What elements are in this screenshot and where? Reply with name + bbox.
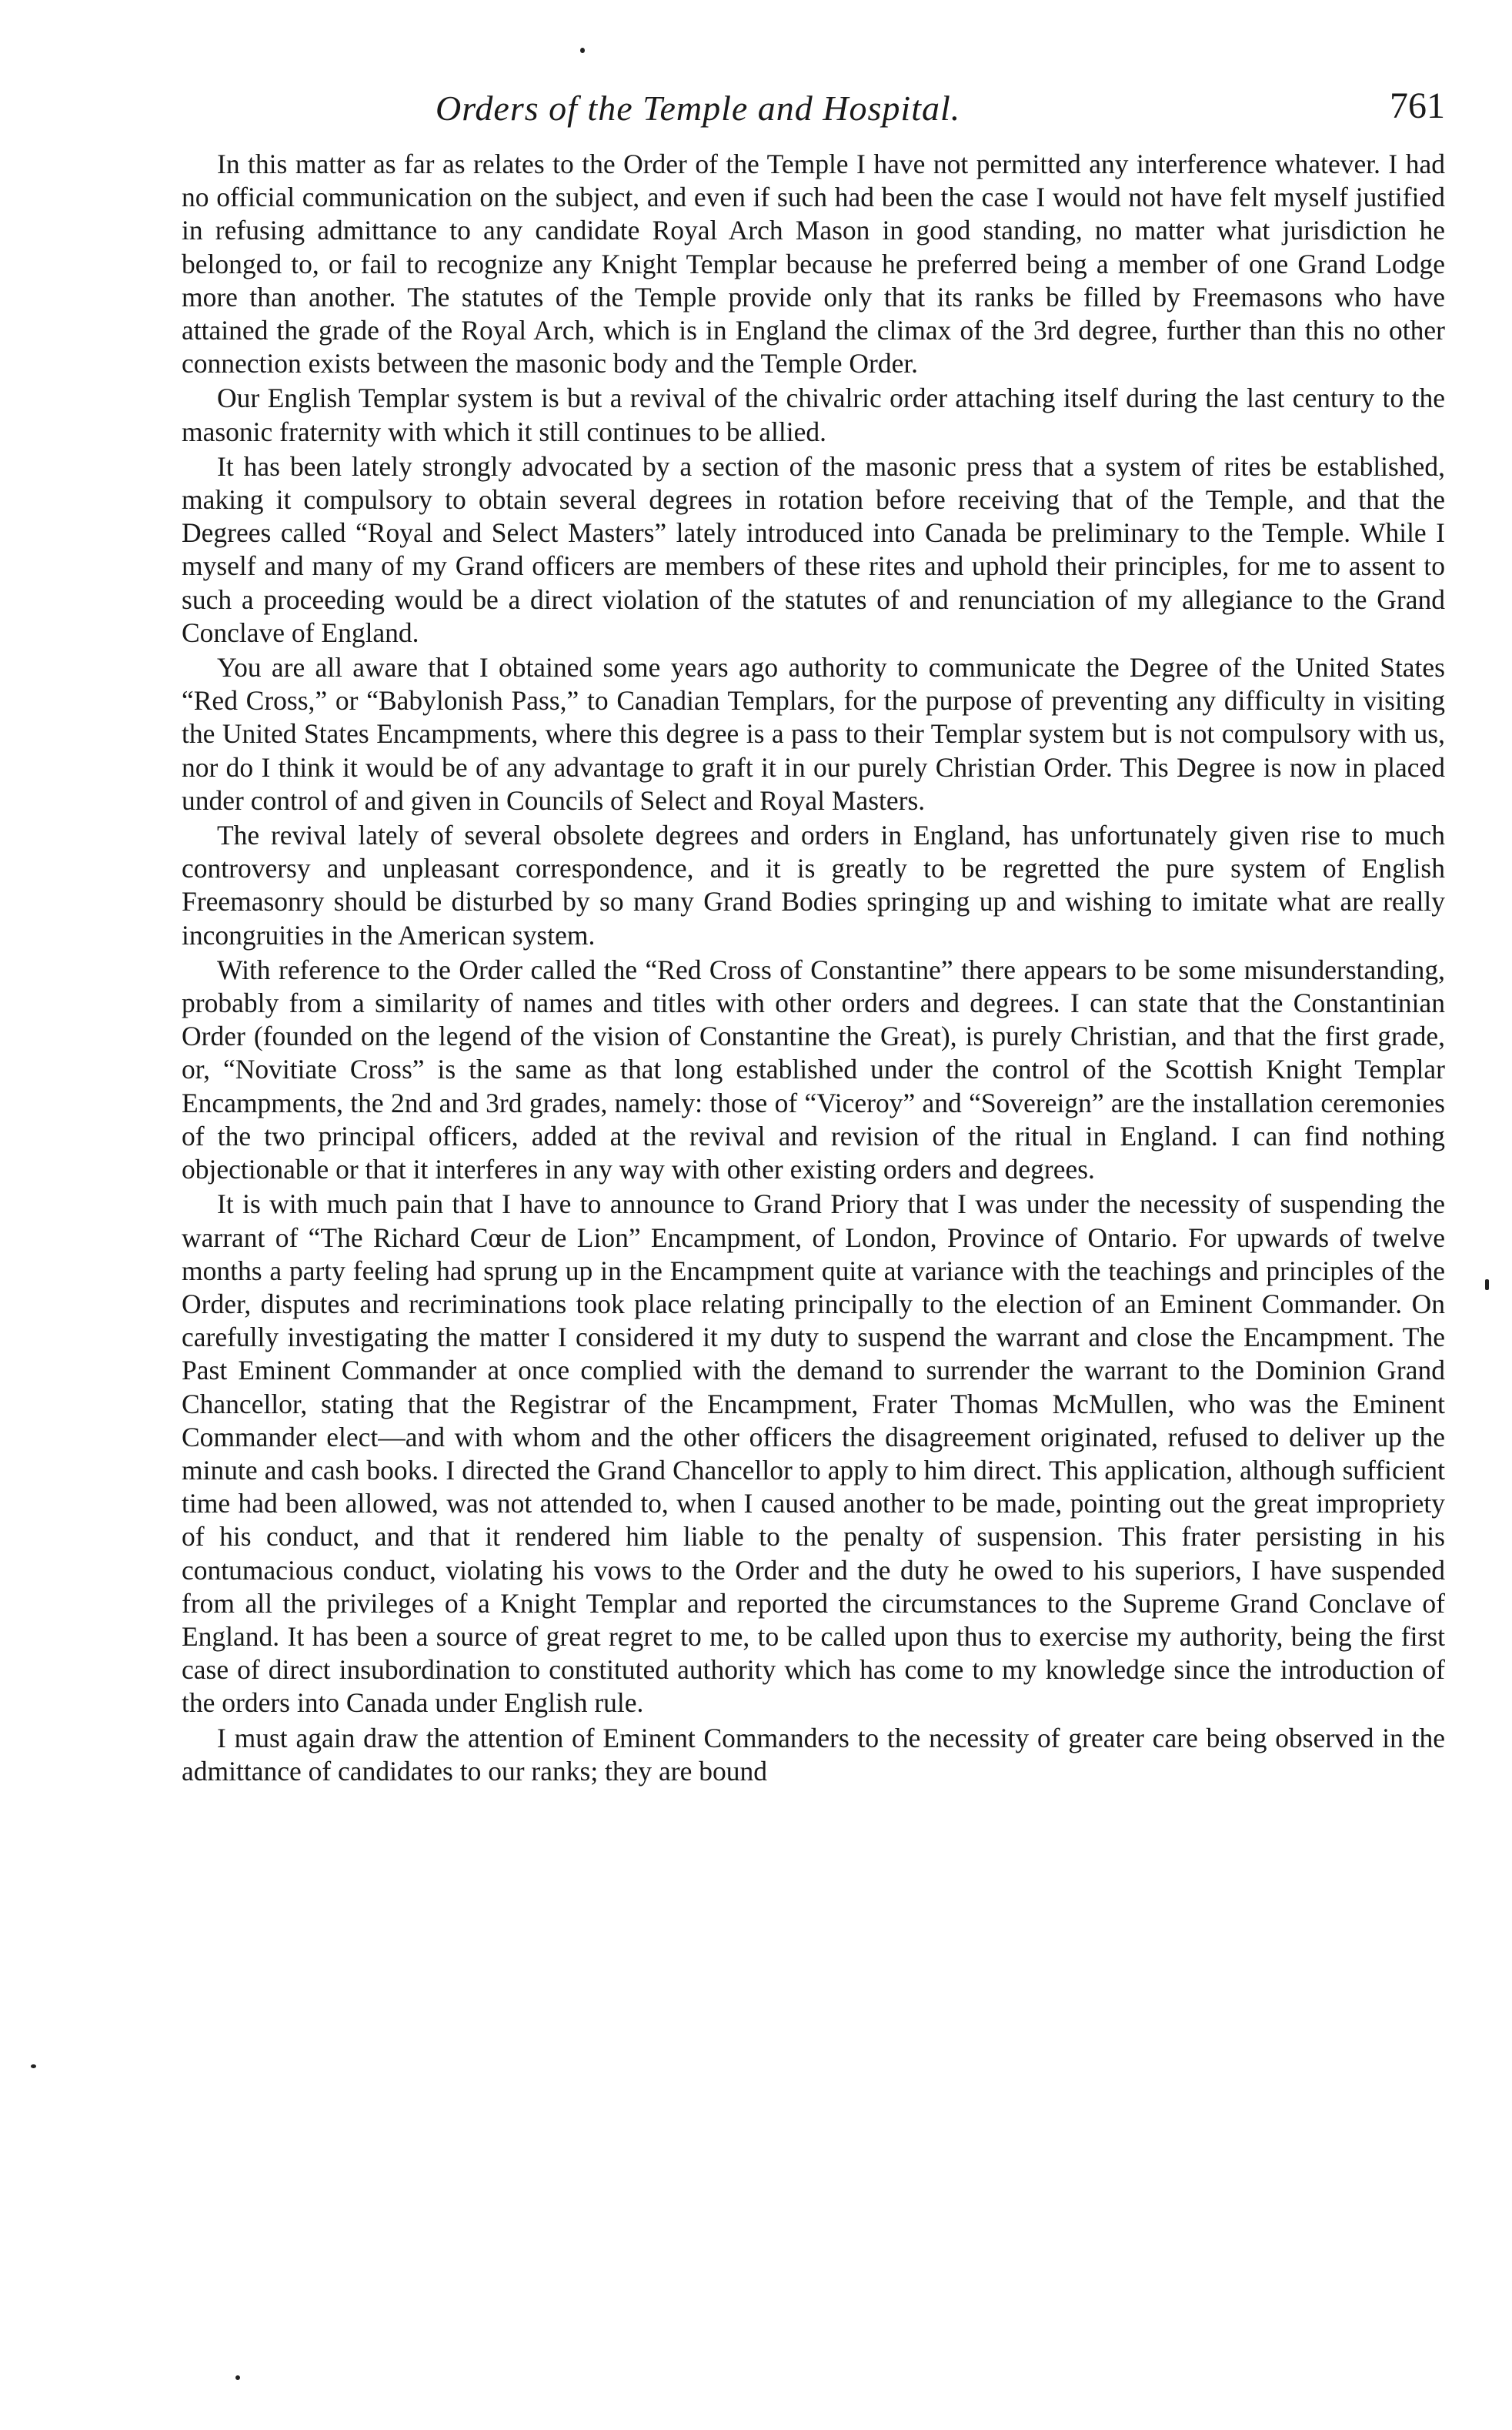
running-title: Orders of the Temple and Hospital. [436,89,961,128]
page-number: 761 [1390,85,1445,126]
paragraph-candidate-care: I must again draw the attention of Eminent Commanders to the necessity of greater care being observed in the admittance of candidates to our ranks; they are bound [182,1722,1445,1787]
paragraph-system-of-rites: It has been lately strongly advocated by a section of the masonic press that a system of rites be established, making it compulsory to obtain several degrees in rotation before receiving that of the Temple, and that the Degrees called “Royal and Select Masters” lately introduced into Canada be preliminary to the Temple. While I myself and many of my Grand officers are members of these rites and uphold their principles, for me to assent to such a proceeding would be a direct violation of the statutes of and renunciation of my allegiance to the Grand Conclave of England. [182,450,1445,648]
paragraph-english-system: Our English Templar system is but a revival of the chivalric order attaching itself during the last century to the masonic fraternity with which it still continues to be allied. [182,383,1445,447]
body-text [182,148,1445,1788]
paragraph-constantine-order: With reference to the Order called the “Red Cross of Constantine” there appears to be some misunderstanding, probably from a similarity of names and titles with other orders and degrees. I can state that the Constantinian Order (founded on the legend of the vision of Constantine the Great), is purely Christian, and that the first grade, or, “Novitiate Cross” is the same as that long established under the control of the Scottish Knight Templar Encampments, the 2nd and 3rd grades, namely: those of “Viceroy” and “Sovereign” are the installation ceremonies of the two principal officers, added at the revival and revision of the ritual in England. I can find nothing objectionable or that it interferes in any way with other existing orders and degrees. [182,954,1445,1185]
ink-speck-right [1485,1279,1489,1290]
paragraph-templar-admittance: In this matter as far as relates to the Order of the Temple I have not permitted any interference whatever. I had no official communication on the subject, and even if such had been the case I would not have felt myself justified in refusing admittance to any candidate Royal Arch Mason in good standing, no matter what jurisdiction he belonged to, or fail to recognize any Knight Templar because he preferred being a member of one Grand Lodge more than another. The statutes of the Temple provide only that its ranks be filled by Freemasons who have attained the grade of the Royal Arch, which is in England the climax of the 3rd degree, further than this no other connection exists between the masonic body and the Temple Order. [182,149,1445,379]
book-page [182,74,1445,1788]
paragraph-obsolete-degrees: The revival lately of several obsolete degrees and orders in England, has unfortunately given rise to much controversy and unpleasant correspondence, and it is greatly to be regretted the pure system of English Freemasonry should be disturbed by so many Grand Bodies springing up and wishing to imitate what are really incongruities in the American system. [182,820,1445,951]
ink-speck-left [31,2064,36,2068]
paragraph-red-cross-degree: You are all aware that I obtained some years ago authority to communicate the Degree of the United States “Red Cross,” or “Babylonish Pass,” to Canadian Templars, for the purpose of preventing any difficulty in visiting the United States Encampments, where this degree is a pass to their Templar system but is not compulsory with us, nor do I think it would be of any advantage to graft it in our purely Christian Order. This Degree is now in placed under control of and given in Councils of Select and Royal Masters. [182,652,1445,816]
ink-speck-top [580,48,585,53]
paragraph-warrant-suspension: It is with much pain that I have to announce to Grand Priory that I was under the necessity of suspending the warrant of “The Richard Cœur de Lion” Encampment, of London, Province of Ontario. For upwards of twelve months a party feeling had sprung up in the Encampment quite at variance with the teachings and principles of the Order, disputes and recriminations took place relating principally to the election of an Eminent Commander. On carefully investigating the matter I considered it my duty to suspend the warrant and close the Encampment. The Past Eminent Commander at once complied with the demand to surrender the warrant to the Dominion Grand Chancellor, stating that the Registrar of the Encampment, Frater Thomas McMullen, who was the Eminent Commander elect—and with whom and the other officers the disagreement originated, refused to deliver up the minute and cash books. I directed the Grand Chancellor to apply to him direct. This application, although sufficient time had been allowed, was not attended to, when I caused another to be made, pointing out the great impropriety of his conduct, and that it rendered him liable to the penalty of suspension. This frater persisting in his contumacious conduct, violating his vows to the Order and the duty he owed to his superiors, I have suspended from all the privileges of a Knight Templar and reported the circumstances to the Supreme Grand Conclave of England. It has been a source of great regret to me, to be called upon thus to exercise my authority, being the first case of direct insubordination to constituted authority which has come to my knowledge since the introduction of the orders into Canada under English rule. [182,1188,1445,1719]
running-header [182,74,1445,145]
ink-speck-bottom [235,2375,240,2380]
